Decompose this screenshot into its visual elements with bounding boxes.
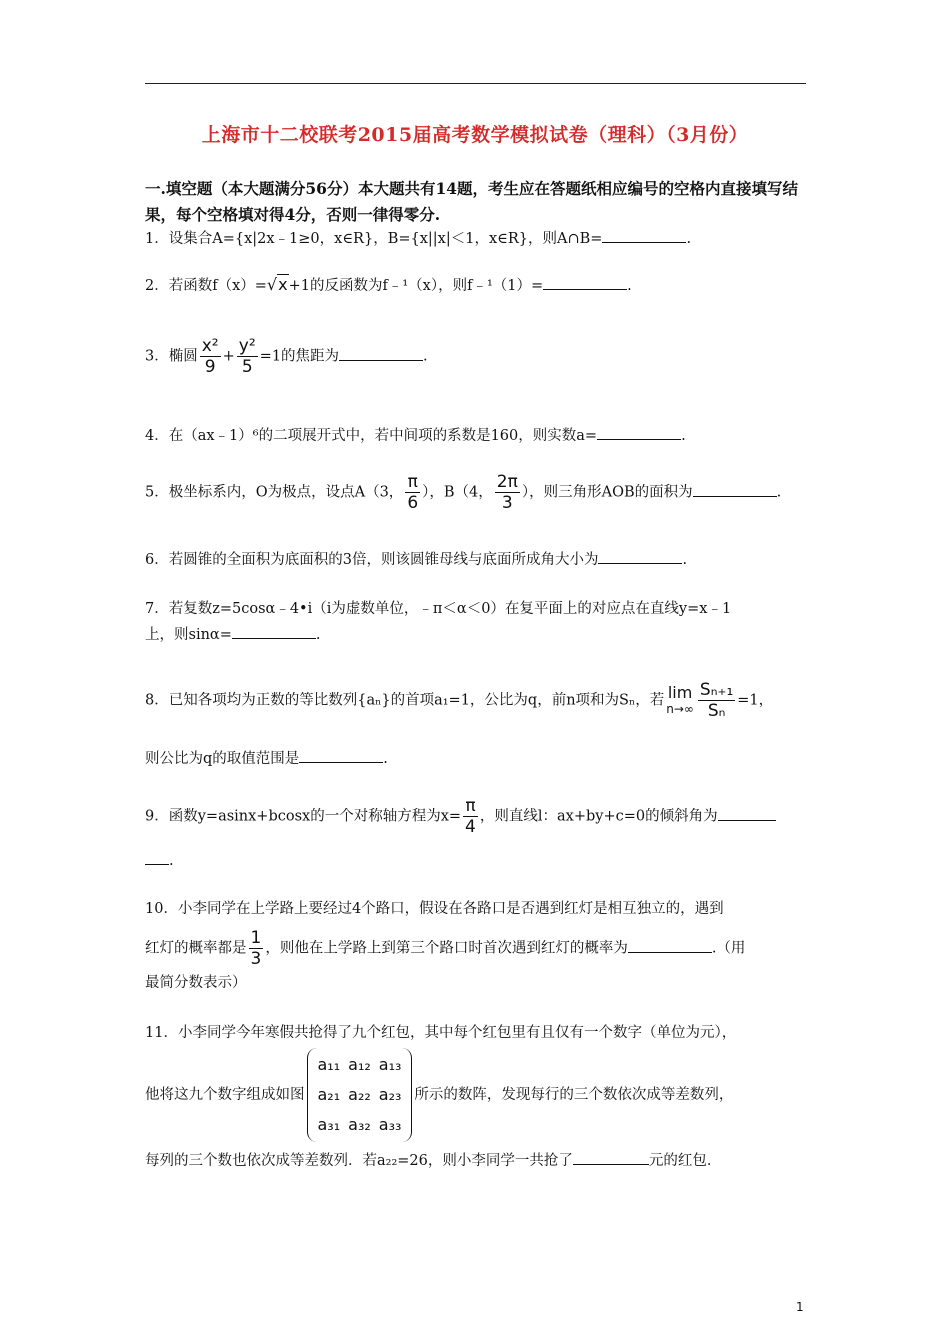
limit-symbol: lim n→∞ [666,682,694,716]
question-5: 5．极坐标系内，O为极点，设点A（3， $\frac{\pi}{6}$ ），B（4， $\frac{2\pi}{3}$ ），则三角形AOB的面积为 . [145,472,782,513]
question-2: 2．若函数f（x）=√x+1的反函数为f﹣¹（x），则f﹣¹（1）= . [145,272,810,299]
question-11: 11．小李同学今年寒假共抢得了九个红包，其中每个红包里有且仅有一个数字（单位为元）， [145,1025,737,1041]
answer-blank [693,482,777,497]
answer-blank [299,748,383,763]
answer-blank [339,346,423,361]
fraction: $\frac{\text{y²}}{5}$ [238,336,256,377]
answer-blank [602,228,686,243]
question-10-line-3: 最简分数表示） [145,975,247,991]
answer-blank [598,549,682,564]
question-7: 7．若复数z=5cosα﹣4•i（i为虚数单位，﹣π＜α＜0）在复平面上的对应点在直线y=x﹣1 上，则sinα= . [145,601,732,643]
question-1: 1．设集合A={x|2x﹣1≥0，x∈R}，B={x||x|＜1，x∈R}，则A∩B= . [145,226,810,252]
page-number: 1 [796,1300,804,1314]
question-10: 10．小李同学在上学路上要经过4个路口，假设在各路口是否遇到红灯是相互独立的，遇到 [145,901,724,917]
fraction: $\frac{\pi}{4}$ [465,796,476,837]
fraction: $\frac{\pi}{6}$ [407,472,419,513]
question-3: 3．椭圆 $\frac{\text{x²}}{9}$ + $\frac{\text{y²}}{5}$ =1的焦距为 . [145,336,428,377]
question-8-line-2: 则公比为q的取值范围是 . [145,746,810,772]
fraction: $\frac{1}{3}$ [250,928,262,969]
fraction: $\frac{\text{Sₙ₊₁}}{\text{Sₙ}}$ [699,680,734,721]
question-9: 9．函数y=asinx+bcosx的一个对称轴方程为x= $\frac{\pi}{4}$ ，则直线l：ax+by+c=0的倾斜角为 [145,796,810,837]
section-heading: 一.填空题（本大题满分56分）本大题共有14题，考生应在答题纸相应编号的空格内直接填写结果，每个空格填对得4分，否则一律得零分. [145,179,799,224]
answer-blank [145,850,169,865]
question-10-line-2: 红灯的概率都是 $\frac{1}{3}$ ，则他在上学路上到第三个路口时首次遇到红灯的概率为 .（用 [145,928,746,969]
answer-blank [573,1150,649,1165]
sqrt-symbol: √x [266,275,288,294]
answer-blank [628,938,712,953]
header-rule [145,83,806,84]
question-9-line-2: . [145,848,810,874]
answer-blank [718,806,776,821]
answer-blank [543,275,627,290]
question-11-line-3: 每列的三个数也依次成等差数列．若a₂₂=26，则小李同学一共抢了 元的红包． [145,1148,810,1174]
matrix: a₁₁ a₁₂ a₁₃ a₂₁ a₂₂ a₂₃ a₃₁ a₃₂ a₃₃ [307,1048,413,1142]
answer-blank [232,624,316,639]
question-8: 8．已知各项均为正数的等比数列{aₙ}的首项a₁=1，公比为q，前n项和为Sₙ，若 lim n→∞ $\frac{\text{Sₙ₊₁}}{\text{Sₙ}}$ =1， [145,680,774,721]
question-11-line-2: 他将这九个数字组成如图a₁₁ a₁₂ a₁₃ a₂₁ a₂₂ a₂₃ a₃₁ a₃₂ a₃₃所示的数阵，发现每行的三个数依次成等差数列， [145,1048,810,1142]
question-6: 6．若圆锥的全面积为底面积的3倍，则该圆锥母线与底面所成角大小为 . [145,547,810,573]
fraction: $\frac{\text{x²}}{9}$ [201,336,219,377]
fraction: $\frac{2\pi}{3}$ [496,472,518,513]
answer-blank [597,425,681,440]
question-4: 4．在（ax﹣1）⁶的二项展开式中，若中间项的系数是160，则实数a= . [145,423,810,449]
page-title: 上海市十二校联考2015届高考数学模拟试卷（理科）（3月份） [201,124,749,146]
